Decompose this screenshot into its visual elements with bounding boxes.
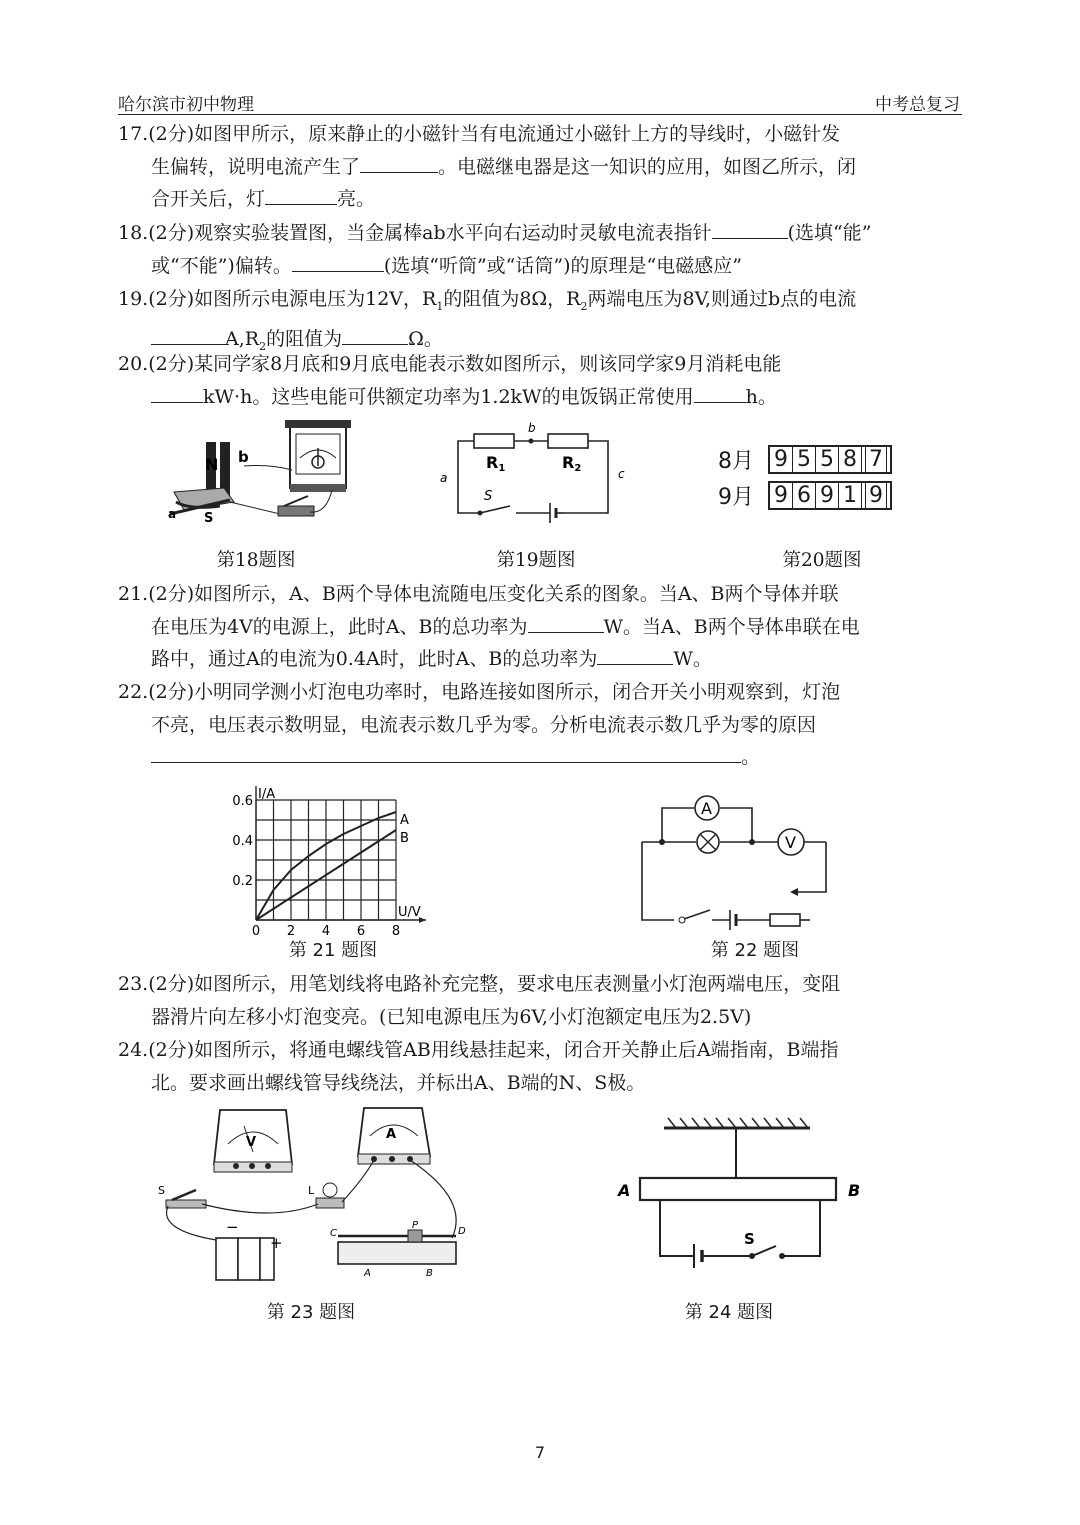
answer-blank[interactable] <box>694 382 746 403</box>
x-tick-label: 8 <box>391 924 401 939</box>
switch-label: S <box>158 1184 165 1197</box>
question-17-line-2: 生偏转，说明电流产生了 。电磁继电器是这一知识的应用，如图乙所示，闭 <box>118 151 968 184</box>
meter-digit: 1 <box>839 483 862 508</box>
figure-23-apparatus <box>152 1104 482 1294</box>
question-20 <box>118 348 968 413</box>
answer-blank[interactable] <box>151 324 225 345</box>
label-R1: R <box>486 453 499 472</box>
answer-blank[interactable] <box>265 184 337 205</box>
question-22-line-2: 不亮，电压表示数明显，电流表示数几乎为零。分析电流表示数几乎为零的原因 <box>151 713 817 736</box>
question-22-line-3: 。 <box>118 741 968 774</box>
switch-label: S <box>744 1230 755 1248</box>
label-S: S <box>484 489 493 504</box>
svg-text:R1: R1 <box>486 453 506 474</box>
answer-blank[interactable] <box>342 324 408 345</box>
x-tick-label: 6 <box>356 924 366 939</box>
rheostat-A: A <box>364 1268 371 1279</box>
meter-row-aug: 8月 9 5 5 8 7 <box>718 444 892 474</box>
label-a: a <box>440 471 448 485</box>
x-tick-label: 4 <box>321 924 331 939</box>
question-24-line-1: 24.(2分)如图所示，将通电螺线管AB用线悬挂起来，闭合开关静止后A端指南，B端指 <box>118 1039 839 1061</box>
solenoid-end-B: B <box>848 1181 861 1200</box>
question-19-line-2: $A,R_2$的阻值为 Ω。 <box>118 323 968 363</box>
label-S: S <box>204 511 214 526</box>
voltmeter-label: V <box>785 833 796 852</box>
y-axis-label: I/A <box>258 787 276 802</box>
figure-24-caption: 第 24 题图 <box>684 1302 774 1323</box>
question-23-line-2: 器滑片向左移小灯泡变亮。(已知电源电压为6V,小灯泡额定电压为2.5V) <box>151 1005 752 1028</box>
question-17-line-3: 合开关后，灯 亮。 <box>118 183 968 216</box>
meter-digit: 9 <box>770 483 793 508</box>
figure-22-circuit <box>630 788 840 938</box>
meter-digit: 6 <box>793 483 816 508</box>
label-N: N <box>205 455 219 474</box>
battery-minus: − <box>226 1218 239 1236</box>
question-23 <box>118 968 968 1033</box>
rheostat-P: P <box>412 1220 419 1231</box>
answer-blank[interactable] <box>597 644 673 665</box>
x-axis-label: U/V <box>398 905 421 920</box>
label-a: a <box>168 507 177 521</box>
figure-18-caption: 第18题图 <box>216 550 296 571</box>
ammeter-label: A <box>701 799 712 818</box>
rheostat-C: C <box>330 1228 337 1239</box>
figure-19-caption: 第19题图 <box>496 550 576 571</box>
question-20-line-2: kW·h。这些电能可供额定功率为1.2kW的电饭锅正常使用 h。 <box>118 381 968 414</box>
answer-blank[interactable] <box>360 152 438 173</box>
question-17 <box>118 118 968 216</box>
question-21-line-1: 21.(2分)如图所示，A、B两个导体电流随电压变化关系的图象。当A、B两个导体并联 <box>118 583 839 605</box>
figure-21-iu-chart <box>226 782 446 942</box>
solenoid-end-A: A <box>618 1181 631 1200</box>
label-b: b <box>238 448 249 466</box>
y-tick-label: 0.2 <box>232 874 253 889</box>
meter-digit: 5 <box>816 447 839 472</box>
rheostat-D: D <box>458 1226 466 1237</box>
page-number: 7 <box>534 1443 546 1462</box>
question-22 <box>118 676 968 774</box>
lamp-label: L <box>308 1184 315 1197</box>
y-tick-label: 0.4 <box>232 834 253 849</box>
header-rule <box>118 114 962 115</box>
question-20-line-1: 20.(2分)某同学家8月底和9月底电能表示数如图所示，则该同学家9月消耗电能 <box>118 353 782 375</box>
label-b: b <box>528 421 536 435</box>
figure-21-caption: 第 21 题图 <box>288 940 378 961</box>
ammeter-label: A <box>386 1127 397 1142</box>
question-21-line-3: 路中，通过A的电流为0.4A时，此时A、B的总功率为 W。 <box>118 643 968 676</box>
question-24-line-2: 北。要求画出螺线管导线绕法，并标出A、B端的N、S极。 <box>151 1071 646 1094</box>
question-18-line-2: 或“不能”)偏转。 (选填“听筒”或“话筒”)的原理是“电磁感应” <box>118 250 968 283</box>
meter-digit: 5 <box>793 447 816 472</box>
battery-plus: + <box>270 1234 283 1252</box>
question-18-line-1: 18.(2分)观察实验装置图，当金属棒ab水平向右运动时灵敏电流表指针 (选填“能” <box>118 217 968 250</box>
figure-19-circuit <box>432 420 632 524</box>
meter-decimal-digit: 9 <box>865 482 887 509</box>
label-c: c <box>618 467 625 481</box>
answer-blank[interactable] <box>528 612 604 633</box>
series-label-A: A <box>400 813 409 828</box>
label-R2: R <box>562 453 575 472</box>
svg-text:R2: R2 <box>562 453 582 474</box>
figure-23-caption: 第 23 题图 <box>266 1302 356 1323</box>
figure-24-solenoid <box>610 1116 880 1276</box>
figure-18-induction-apparatus <box>160 418 360 530</box>
meter-decimal-digit: 7 <box>865 446 887 473</box>
meter-row-sep: 9月 9 6 9 1 9 <box>718 480 892 510</box>
header-title-left: 哈尔滨市初中物理 <box>118 95 254 115</box>
meter-digit: 8 <box>839 447 862 472</box>
question-24 <box>118 1034 968 1099</box>
question-19-line-1: 19.(2分)如图所示电源电压为12V，$R_1$的阻值为8Ω，$R_2$两端电压为8V,则通过b点的电流 <box>118 288 857 313</box>
question-21-line-2: 在电压为4V的电源上，此时A、B的总功率为 W。当A、B两个导体串联在电 <box>118 611 968 644</box>
answer-blank[interactable] <box>292 251 384 272</box>
header-title-right: 中考总复习 <box>875 95 960 115</box>
series-label-B: B <box>400 831 409 846</box>
x-tick-label: 0 <box>251 924 261 939</box>
question-18 <box>118 217 968 282</box>
voltmeter-label: V <box>246 1135 257 1150</box>
question-22-line-1: 22.(2分)小明同学测小灯泡电功率时，电路连接如图所示，闭合开关小明观察到，灯泡 <box>118 681 841 703</box>
answer-blank[interactable] <box>151 382 203 403</box>
figure-22-caption: 第 22 题图 <box>710 940 800 961</box>
question-21 <box>118 578 968 676</box>
meter-digit: 9 <box>816 483 839 508</box>
question-23-line-1: 23.(2分)如图所示，用笔划线将电路补充完整，要求电压表测量小灯泡两端电压，变阻 <box>118 973 841 995</box>
x-tick-label: 2 <box>286 924 296 939</box>
rheostat-B: B <box>426 1268 433 1279</box>
question-17-line-1: 17.(2分)如图甲所示，原来静止的小磁针当有电流通过小磁针上方的导线时，小磁针发 <box>118 123 841 145</box>
figure-20-meter-readings <box>718 444 892 510</box>
figure-20-caption: 第20题图 <box>782 550 862 571</box>
meter-digit: 9 <box>770 447 793 472</box>
answer-blank[interactable] <box>151 742 741 763</box>
y-tick-label: 0.6 <box>232 794 253 809</box>
answer-blank[interactable] <box>712 218 788 239</box>
